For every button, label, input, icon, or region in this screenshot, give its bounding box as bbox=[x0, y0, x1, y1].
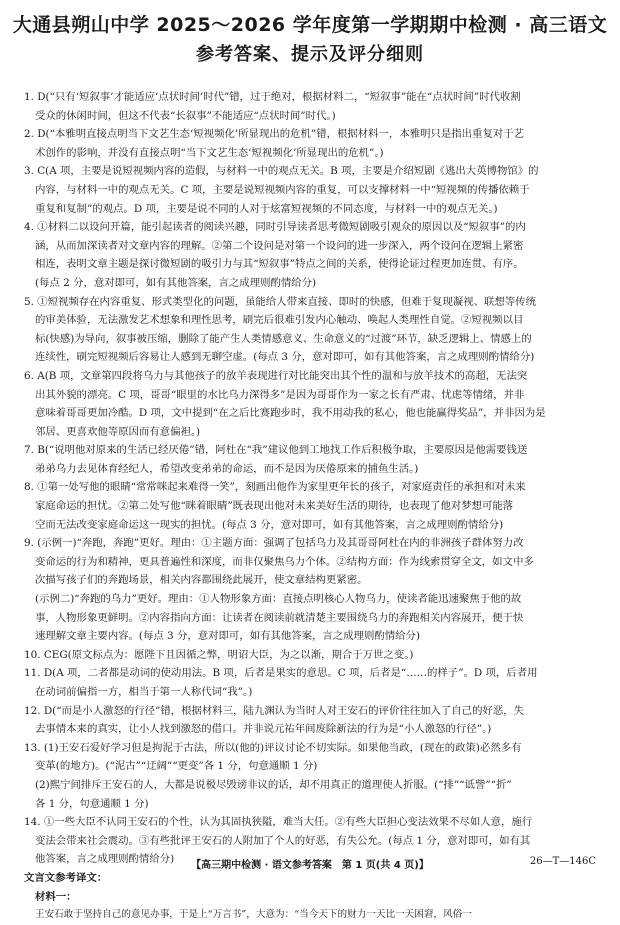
answer-item bbox=[24, 218, 596, 292]
answer-item bbox=[24, 739, 596, 813]
page-subtitle: 参考答案、提示及评分细则 bbox=[196, 44, 424, 65]
answer-item bbox=[24, 478, 596, 534]
answer-item bbox=[24, 293, 596, 367]
footer-doc-code: 26—T—146C bbox=[529, 856, 596, 867]
footer-page-info: 【高三期中检测 · 语文参考答案 第 1 页(共 4 页)】 bbox=[191, 860, 429, 871]
answer-item bbox=[24, 664, 596, 701]
answer-line: 变命运的行为和精神，更具普遍性和深度，而非仅聚焦乌力个体。②结构方面：作为线索贯穿全文，如文中多 bbox=[35, 555, 534, 568]
answer-line: 13. (1)王安石爱好学习但是拘泥于古法，所以(他的)评议讨论不切实际。如果他当政，(现在的政策)必然多有 bbox=[24, 741, 522, 754]
answers-body bbox=[24, 88, 596, 925]
answer-line: 他答案，言之成理则酌情给分) bbox=[35, 853, 175, 866]
answer-line: 在动词前偏指一方，相当于第一人称代词“我”。) bbox=[35, 686, 253, 698]
material-heading: 材料一： bbox=[35, 890, 77, 903]
answer-line: 7. B(“说明他对原来的生活已经厌倦”错，阿杜在“我”建议他到工地找工作后积极争取，主要原因是他需要钱送 bbox=[24, 444, 528, 457]
answer-line: 6. A(B 项，文章第四段将乌力与其他孩子的放羊表现进行对比能突出其个性的温和与放羊技术的高超，无法突 bbox=[24, 369, 528, 382]
answer-line: 9. (示例一)“奔跑，奔跑”更好。理由：①主题方面：强调了包括乌力及其哥哥阿杜在内的非洲孩子群体努力改 bbox=[24, 537, 524, 550]
answer-line: (每点 2 分，意对即可，如有其他答案，言之成理则酌情给分) bbox=[35, 276, 317, 289]
answer-line: 14. ①一些大臣不认同王安石的个性，认为其固执狭隘，难当大任。②有些大臣担心变法效果不尽如人意，施行 bbox=[24, 816, 533, 829]
answer-line: 重复和复制”的观点。D 项，主要是说不同的人对于炫富短视频的不同态度，与材料一中的观点无关。) bbox=[35, 202, 498, 215]
answer-line: 出其外貌的漂亮。C 项，哥哥“眼里的水比乌力深得多”是因为哥哥作为一家之长有严肃、忧虑等情绪，并非 bbox=[35, 388, 525, 401]
answer-line: 弟弟乌力去见体育经纪人，希望改变弟弟的命运，而不是因为厌倦原来的捕鱼生活。) bbox=[35, 462, 419, 475]
answer-line: 术创作的影响，并没有直接点明“当下文艺生态‘短视频化’所显现出的危机”。) bbox=[35, 146, 384, 159]
answer-line: 5. ①短视频存在内容重复、形式类型化的问题，虽能给人带来直接、即时的快感，但难于复现凝视、联想等传统 bbox=[24, 295, 536, 308]
answer-line: 意味着哥哥更加冷酷。D 项，文中提到“在之后比赛跑步时，我不用动我的私心，他也能赢得奖品”，并非因为是 bbox=[35, 407, 546, 420]
answer-line: 12. D(“而是小人激怒的行径”错，根据材料三，陆九渊认为当时人对王安石的评价往往加入了自己的好恶，失 bbox=[24, 704, 525, 717]
answer-line: 去事情本来的真实，让小人找到激怒的借口。并非说元祐年间废除新法的行为是“小人激怒的行径”。) bbox=[35, 723, 492, 736]
answer-line: (示例二)“奔跑的乌力”更好。理由：①人物形象方面：直接点明核心人物乌力，使读者能迅速聚焦于他的故 bbox=[35, 593, 522, 606]
answer-item bbox=[24, 702, 596, 739]
answer-line: 2. D(“本雅明直接点明当下文艺生态‘短视频化’所显现出的危机”错，根据材料一，本雅明只是指出重复对于艺 bbox=[24, 128, 525, 141]
answer-line: 连续性，刷完短视频后容易让人感到无聊空虚。(每点 3 分，意对即可，如有其他答案，言之成理则酌情给分) bbox=[35, 351, 535, 364]
answer-line: 事，人物形象更鲜明。②内容指向方面：让读者在阅读前就清楚主要围绕乌力的奔跑相关内容展开，便于快 bbox=[35, 611, 524, 624]
answer-line: 相连，表明文章主题是探讨微短剧的吸引力与其“短叙事”特点之间的关系，使得论证过程更加连贯、有序。 bbox=[35, 258, 524, 271]
answer-line: 的审美体验，无法激发艺术想象和理性思考，刷完后很难引发内心触动、唤起人类理性自觉。②短视频以目 bbox=[35, 314, 524, 327]
answer-line: 邻居、更喜欢他等原因而有意偏袒。) bbox=[35, 425, 201, 438]
answer-line: 各 1 分，句意通顺 1 分) bbox=[35, 797, 149, 810]
answer-line: 速理解文章主要内容。(每点 3 分，意对即可，如有其他答案，言之成理则酌情给分) bbox=[35, 630, 420, 643]
answer-line: 标(快感)为导向，叙事被压缩，删除了能产生人类情感意义、生命意义的“过渡”环节，缺乏逻辑上、情感上的 bbox=[35, 332, 532, 345]
answer-line: 空而无法改变家庭命运这一现实的担忧。(每点 3 分，意对即可，如有其他答案，言之成理则酌情给分) bbox=[35, 518, 504, 531]
answer-line: 11. D(A 项，二者都是动词的使动用法。B 项，后者是果实的意思。C 项，后者是“……的样子”。D 项，后者用 bbox=[24, 667, 538, 680]
answer-line: 次描写孩子们的奔跑场景，相关内容都围绕此展开，使文章结构更紧密。 bbox=[35, 574, 368, 587]
answer-item bbox=[24, 125, 596, 162]
material-text: 王安石敢于坚持自己的意见办事，于是上“万言书”，大意为：“当今天下的财力一天比一天困窘，风俗一 bbox=[35, 909, 472, 921]
answer-item bbox=[24, 162, 596, 218]
answer-line: 10. CEG(原文标点为：愿陛下且因循之弊，明诏大臣，为之以渐，期合于万世之变。) bbox=[24, 648, 414, 661]
answer-item bbox=[24, 367, 596, 441]
answer-line: 3. C(A 项，主要是说短视频内容的造假，与材料一中的观点无关。B 项，主要是介绍短剧《逃出大英博物馆》的 bbox=[24, 165, 539, 178]
answer-line: 涵，从而加深读者对文章内容的理解。②第二个设问是对第一个设问的进一步深入，两个设问在逻辑上紧密 bbox=[35, 239, 524, 252]
answer-item bbox=[24, 441, 596, 478]
answer-line: 1. D(“只有‘短叙事’才能适应‘点状时间’时代”错，过于绝对，根据材料二，“短叙事”能在“点状时间”时代收割 bbox=[24, 91, 521, 103]
answer-line: 变法会带来社会震动。③有些批评王安石的人附加了个人的好恶，有失公允。(每点 1 分，意对即可，如有其 bbox=[35, 834, 531, 847]
answer-item bbox=[24, 534, 596, 646]
answer-line: (2)熙宁间排斥王安石的人，大都是说极尽毁谤非议的话，却不用真正的道理使人折服。(“排”“诋訾”“折” bbox=[35, 778, 512, 791]
answer-item bbox=[24, 646, 596, 665]
answer-line: 受众的休闲时间，但这不代表“长叙事”不能适应“点状时间”时代。) bbox=[35, 109, 336, 122]
answer-line: 变革(的地方)。(“泥古”“迂阔”“更变”各 1 分，句意通顺 1 分) bbox=[35, 760, 318, 773]
page-title: 大通县朔山中学 2025～2026 学年度第一学期期中检测 · 高三语文 bbox=[12, 14, 608, 36]
answer-line: 家庭命运的担忧。②第二处写他“眯着眼睛”既表现出他对未来美好生活的期待，也表现了他对梦想可能落 bbox=[35, 500, 514, 513]
answer-line: 内容，与材料一中的观点无关。C 项，主要是说短视频内容的重复，可以支撑材料一中“短视频的传播依赖于 bbox=[35, 183, 530, 196]
answer-item bbox=[24, 88, 596, 125]
translation-heading: 文言文参考译文： bbox=[24, 871, 108, 884]
answer-line: 4. ①材料二以设问开篇，能引起读者的阅读兴趣，同时引导读者思考微短剧吸引观众的原因以及“短叙事”的内 bbox=[24, 221, 526, 234]
answer-line: 8. ①第一处写他的眼睛“常常咪起来难得一笑”，刻画出他作为家里更年长的孩子，对家庭责任的承担和对未来 bbox=[24, 481, 526, 494]
